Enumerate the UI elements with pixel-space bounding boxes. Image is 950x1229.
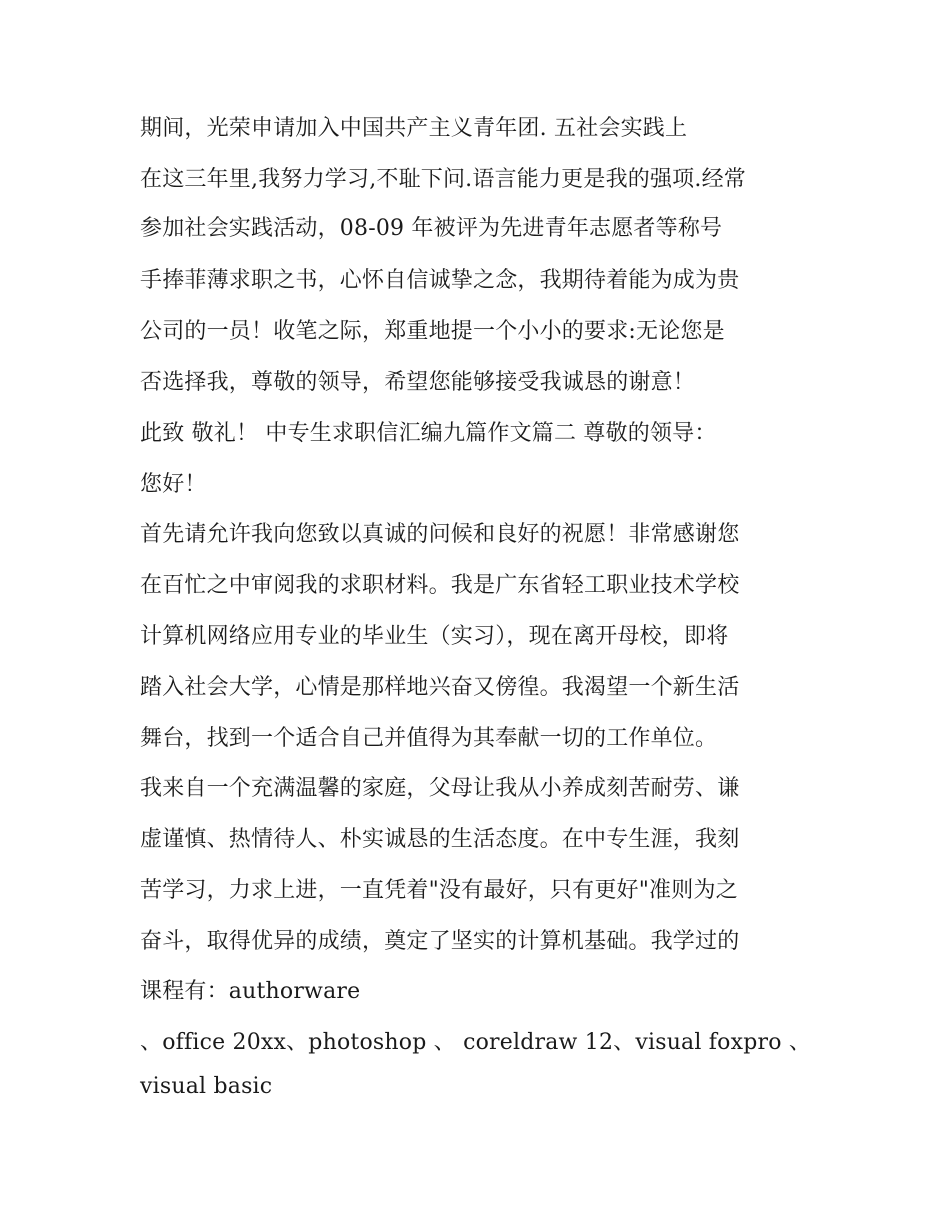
- text-line: visual basic: [140, 1074, 273, 1099]
- text-line: 、office 20xx、photoshop 、 coreldraw 12、visual foxpro 、: [140, 1030, 812, 1055]
- text-line: 首先请允许我向您致以真诚的问候和良好的祝愿！非常感谢您: [140, 522, 740, 547]
- text-line: 期间，光荣申请加入中国共产主义青年团. 五社会实践上: [140, 116, 688, 141]
- text-line: 虚谨慎、热情待人、朴实诚恳的生活态度。在中专生涯，我刻: [140, 827, 740, 852]
- text-line: 课程有：authorware: [140, 979, 361, 1004]
- text-line: 此致 敬礼！ 中专生求职信汇编九篇作文篇二 尊敬的领导：: [140, 421, 717, 446]
- text-line: 在这三年里,我努力学习,不耻下问.语言能力更是我的强项.经常: [140, 167, 746, 192]
- text-line: 奋斗，取得优异的成绩，奠定了坚实的计算机基础。我学过的: [140, 929, 740, 954]
- text-line: 我来自一个充满温馨的家庭，父母让我从小养成刻苦耐劳、谦: [140, 776, 740, 801]
- text-line: 舞台，找到一个适合自己并值得为其奉献一切的工作单位。: [140, 726, 718, 751]
- text-line: 计算机网络应用专业的毕业生（实习），现在离开母校，即将: [140, 624, 729, 649]
- text-line: 手捧菲薄求职之书，心怀自信诚挚之念，我期待着能为成为贵: [140, 268, 740, 293]
- text-line: 参加社会实践活动，08-09 年被评为先进青年志愿者等称号: [140, 216, 723, 241]
- text-line: 在百忙之中审阅我的求职材料。我是广东省轻工职业技术学校: [140, 573, 740, 598]
- text-line: 您好！: [140, 472, 207, 497]
- text-line: 否选择我，尊敬的领导，希望您能够接受我诚恳的谢意！: [140, 370, 696, 395]
- text-line: 苦学习，力求上进，一直凭着"没有最好，只有更好"准则为之: [140, 878, 738, 903]
- text-line: 踏入社会大学，心情是那样地兴奋又傍徨。我渴望一个新生活: [140, 675, 740, 700]
- text-line: 公司的一员！收笔之际，郑重地提一个小小的要求:无论您是: [140, 319, 725, 344]
